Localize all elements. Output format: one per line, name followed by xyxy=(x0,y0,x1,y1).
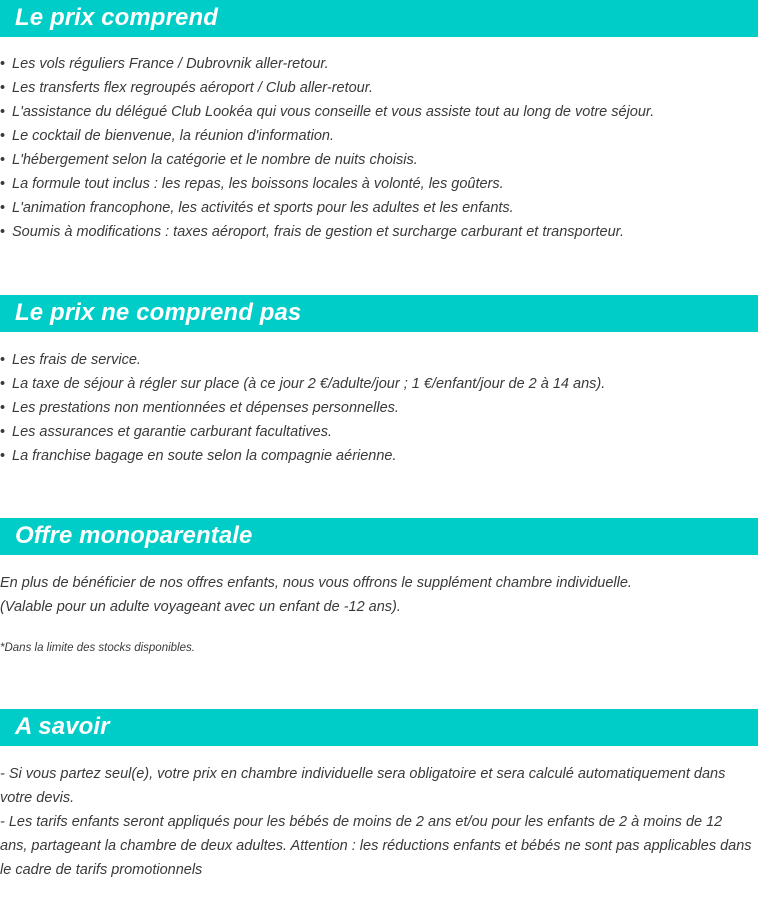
list-item: • Les assurances et garantie carburant facultatives. xyxy=(0,420,605,444)
list-item: • Les transferts flex regroupés aéroport / Club aller-retour. xyxy=(0,76,654,100)
section-title: A savoir xyxy=(15,713,110,740)
section-included xyxy=(0,0,758,240)
section-title: Le prix ne comprend pas xyxy=(15,299,302,326)
section-header-band xyxy=(0,295,758,332)
section-good-to-know xyxy=(0,709,758,878)
list-item: • L'hébergement selon la catégorie et le nombre de nuits choisis. xyxy=(0,148,654,172)
info-paragraph: - Les tarifs enfants seront appliqués pour les bébés de moins de 2 ans et/ou pour les enfants de 2 à moins de 12 ans, partageant la chambre de deux adultes. Attention : les réductions enfants et bébés ne sont pas applicables dans le cadre de tarifs promotionnels xyxy=(0,814,752,878)
list-item: • L'assistance du délégué Club Lookéa qui vous conseille et vous assiste tout au long de votre séjour. xyxy=(0,100,654,124)
list-item: • La formule tout inclus : les repas, les boissons locales à volonté, les goûters. xyxy=(0,172,654,196)
offer-line: En plus de bénéficier de nos offres enfants, nous vous offrons le supplément chambre individuelle. xyxy=(0,575,632,591)
list-item: • Les prestations non mentionnées et dépenses personnelles. xyxy=(0,396,605,420)
offer-footnote: *Dans la limite des stocks disponibles. xyxy=(0,642,195,654)
section-title: Le prix comprend xyxy=(15,4,218,31)
list-item: • Les vols réguliers France / Dubrovnik aller-retour. xyxy=(0,52,654,76)
bullet-icon: • xyxy=(0,376,6,392)
list-item: • L'animation francophone, les activités et sports pour les adultes et les enfants. xyxy=(0,196,654,220)
list-item: • La franchise bagage en soute selon la compagnie aérienne. xyxy=(0,444,605,468)
bullet-icon: • xyxy=(0,80,6,96)
bullet-icon: • xyxy=(0,352,6,368)
section-title: Offre monoparentale xyxy=(15,522,253,549)
excluded-list xyxy=(0,348,605,468)
list-item: • Le cocktail de bienvenue, la réunion d'information. xyxy=(0,124,654,148)
section-header-band xyxy=(0,0,758,37)
bullet-icon: • xyxy=(0,400,6,416)
section-single-parent xyxy=(0,518,758,654)
section-header-band xyxy=(0,709,758,746)
list-item: • Soumis à modifications : taxes aéroport, frais de gestion et surcharge carburant et transporteur. xyxy=(0,220,654,244)
section-excluded xyxy=(0,295,758,464)
bullet-icon: • xyxy=(0,448,6,464)
list-item: • La taxe de séjour à régler sur place (à ce jour 2 €/adulte/jour ; 1 €/enfant/jour de 2 à 14 ans). xyxy=(0,372,605,396)
info-paragraph: - Si vous partez seul(e), votre prix en chambre individuelle sera obligatoire et sera calculé automatiquement dans votre devis. xyxy=(0,766,726,806)
bullet-icon: • xyxy=(0,200,6,216)
section-header-band xyxy=(0,518,758,555)
bullet-icon: • xyxy=(0,128,6,144)
bullet-icon: • xyxy=(0,224,6,240)
bullet-icon: • xyxy=(0,176,6,192)
bullet-icon: • xyxy=(0,152,6,168)
included-list xyxy=(0,52,654,244)
bullet-icon: • xyxy=(0,424,6,440)
bullet-icon: • xyxy=(0,56,6,72)
offer-line: (Valable pour un adulte voyageant avec un enfant de -12 ans). xyxy=(0,599,401,615)
list-item: • Les frais de service. xyxy=(0,348,605,372)
bullet-icon: • xyxy=(0,104,6,120)
